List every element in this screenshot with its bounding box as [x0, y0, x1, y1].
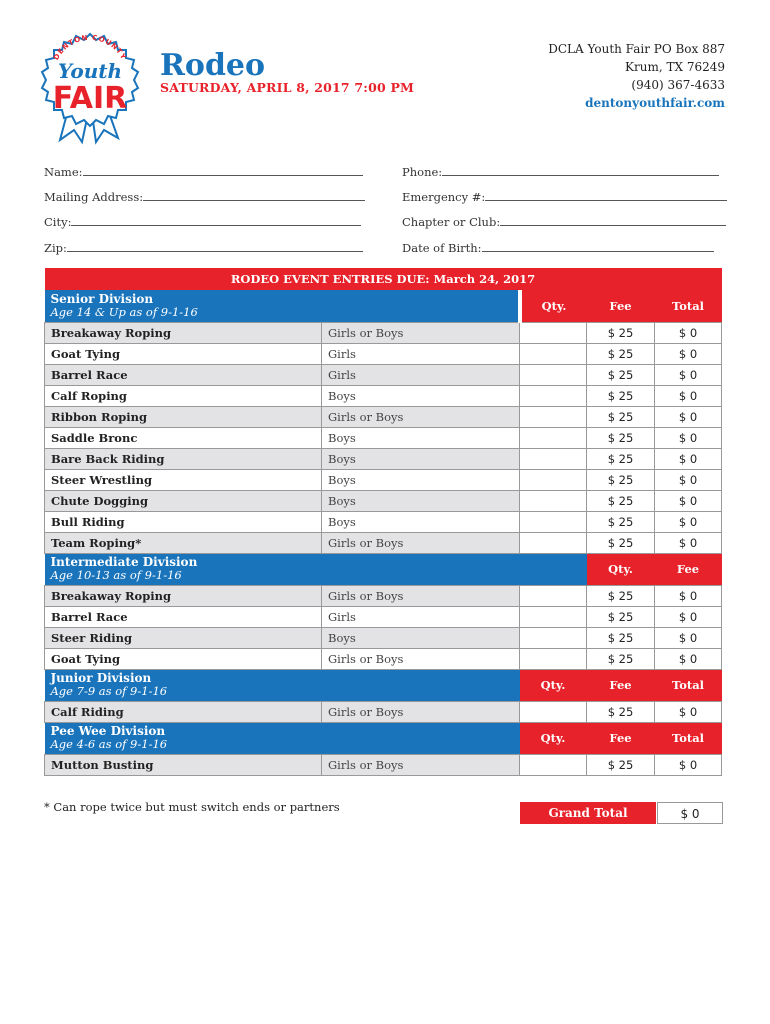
- event-fee: $ 25: [587, 322, 655, 343]
- logo-word-youth: Youth: [57, 59, 123, 83]
- event-total: $ 0: [655, 406, 722, 427]
- division-header-junior: [45, 669, 722, 701]
- chapter-label: Chapter or Club:: [402, 215, 501, 229]
- event-name: Calf Riding: [45, 701, 322, 722]
- event-total: $ 0: [655, 469, 722, 490]
- event-fee: $ 25: [587, 701, 655, 722]
- event-gender: Girls or Boys: [322, 585, 520, 606]
- table-row: [45, 406, 722, 427]
- table-row: [45, 701, 722, 722]
- table-row: [45, 606, 722, 627]
- qty-input[interactable]: [520, 490, 587, 511]
- mailing-address-field[interactable]: [44, 190, 365, 204]
- emergency-field[interactable]: [402, 190, 727, 204]
- qty-header: Qty.: [520, 290, 587, 322]
- event-total: $ 0: [655, 585, 722, 606]
- qty-input[interactable]: [520, 343, 587, 364]
- event-fee: $ 25: [587, 490, 655, 511]
- event-name: Goat Tying: [45, 343, 322, 364]
- event-total: $ 0: [655, 322, 722, 343]
- event-total: $ 0: [655, 385, 722, 406]
- qty-input[interactable]: [520, 322, 587, 343]
- event-fee: $ 25: [587, 427, 655, 448]
- emergency-label: Emergency #:: [402, 190, 486, 204]
- event-total: $ 0: [655, 364, 722, 385]
- division-header-intermediate: [45, 553, 722, 585]
- event-fee: $ 25: [587, 511, 655, 532]
- event-gender: Girls or Boys: [322, 754, 520, 775]
- event-fee: $ 25: [587, 469, 655, 490]
- event-name: Team Roping*: [45, 532, 322, 553]
- phone-field[interactable]: [402, 165, 719, 179]
- table-row: [45, 448, 722, 469]
- event-total: $ 0: [655, 511, 722, 532]
- table-row: [45, 490, 722, 511]
- event-date: SATURDAY, APRIL 8, 2017 7:00 PM: [160, 80, 415, 95]
- event-name: Saddle Bronc: [45, 427, 322, 448]
- event-gender: Girls or Boys: [322, 701, 520, 722]
- chapter-field[interactable]: [402, 215, 726, 229]
- address-phone: (940) 367-4633: [631, 78, 725, 92]
- qty-input[interactable]: [520, 385, 587, 406]
- fee-header: Fee: [587, 669, 655, 701]
- table-banner-row: [45, 268, 722, 290]
- event-gender: Girls or Boys: [322, 532, 520, 553]
- event-total: $ 0: [655, 427, 722, 448]
- city-label: City:: [44, 215, 72, 229]
- event-total: $ 0: [655, 627, 722, 648]
- logo-arc-text: DENTON COUNTY: [52, 33, 128, 62]
- division-name: Senior Division: [50, 291, 154, 306]
- event-fee: $ 25: [587, 648, 655, 669]
- qty-input[interactable]: [520, 364, 587, 385]
- name-label: Name:: [44, 165, 83, 179]
- fee-header: Fee: [587, 290, 655, 322]
- table-row: [45, 585, 722, 606]
- fee-header: Fee: [655, 553, 722, 585]
- event-name: Bull Riding: [45, 511, 322, 532]
- youth-fair-logo: [38, 30, 143, 145]
- event-fee: $ 25: [587, 585, 655, 606]
- event-name: Steer Wrestling: [45, 469, 322, 490]
- qty-input[interactable]: [520, 448, 587, 469]
- total-header: Total: [655, 722, 722, 754]
- event-fee: $ 25: [587, 385, 655, 406]
- table-row: [45, 322, 722, 343]
- grand-total-label: Grand Total: [520, 802, 656, 824]
- table-row: [45, 469, 722, 490]
- event-total: $ 0: [655, 448, 722, 469]
- event-gender: Boys: [322, 627, 520, 648]
- event-gender: Boys: [322, 469, 520, 490]
- qty-header: Qty.: [520, 669, 587, 701]
- event-gender: Girls or Boys: [322, 322, 520, 343]
- qty-input[interactable]: [520, 585, 587, 606]
- event-gender: Boys: [322, 385, 520, 406]
- qty-input[interactable]: [520, 627, 587, 648]
- qty-input[interactable]: [520, 511, 587, 532]
- dob-field[interactable]: [402, 241, 714, 255]
- division-header-senior: [45, 290, 722, 322]
- division-name: Intermediate Division: [50, 555, 198, 569]
- qty-input[interactable]: [520, 648, 587, 669]
- event-name: Barrel Race: [45, 364, 322, 385]
- event-name: Mutton Busting: [45, 754, 322, 775]
- event-gender: Girls or Boys: [322, 648, 520, 669]
- logo-word-fair: FAIR: [52, 81, 128, 116]
- mailing-address-label: Mailing Address:: [44, 190, 144, 204]
- dob-label: Date of Birth:: [402, 241, 482, 255]
- event-name: Bare Back Riding: [45, 448, 322, 469]
- event-gender: Girls or Boys: [322, 406, 520, 427]
- event-name: Calf Roping: [45, 385, 322, 406]
- event-name: Steer Riding: [45, 627, 322, 648]
- event-gender: Girls: [322, 606, 520, 627]
- qty-input[interactable]: [520, 469, 587, 490]
- phone-label: Phone:: [402, 165, 443, 179]
- division-title-cell: [45, 669, 520, 701]
- event-name: Goat Tying: [45, 648, 322, 669]
- division-age: Age 14 & Up as of 9-1-16: [50, 304, 198, 319]
- event-fee: $ 25: [587, 754, 655, 775]
- event-fee: $ 25: [587, 606, 655, 627]
- qty-input[interactable]: [520, 606, 587, 627]
- qty-input[interactable]: [520, 701, 587, 722]
- event-fee: $ 25: [587, 364, 655, 385]
- event-fee: $ 25: [587, 343, 655, 364]
- zip-label: Zip:: [44, 241, 67, 255]
- event-name: Barrel Race: [45, 606, 322, 627]
- qty-header: Qty.: [520, 722, 587, 754]
- name-field[interactable]: [44, 165, 363, 179]
- table-row: [45, 532, 722, 553]
- event-total: $ 0: [655, 754, 722, 775]
- event-fee: $ 25: [587, 532, 655, 553]
- address-line-2: Krum, TX 76249: [625, 60, 725, 74]
- event-total: $ 0: [655, 648, 722, 669]
- qty-header: Qty.: [587, 553, 655, 585]
- qty-input[interactable]: [520, 754, 587, 775]
- division-age: Age 10-13 as of 9-1-16: [50, 568, 182, 582]
- event-total: $ 0: [655, 532, 722, 553]
- zip-field[interactable]: [44, 241, 363, 255]
- event-gender: Boys: [322, 427, 520, 448]
- event-name: Breakaway Roping: [45, 322, 322, 343]
- event-total: $ 0: [655, 343, 722, 364]
- division-title-cell: [45, 290, 520, 322]
- page-title: Rodeo: [160, 48, 266, 83]
- event-gender: Girls: [322, 343, 520, 364]
- event-gender: Boys: [322, 511, 520, 532]
- division-name: Junior Division: [50, 671, 152, 685]
- event-total: $ 0: [655, 606, 722, 627]
- event-name: Chute Dogging: [45, 490, 322, 511]
- division-title-cell: [45, 722, 520, 754]
- table-row: [45, 364, 722, 385]
- rodeo-entries-table: [44, 268, 722, 776]
- qty-input[interactable]: [520, 427, 587, 448]
- table-row: [45, 385, 722, 406]
- division-title-cell: [45, 553, 587, 585]
- qty-input[interactable]: [520, 406, 587, 427]
- address-line-1: DCLA Youth Fair PO Box 887: [548, 42, 725, 56]
- contact-block: [548, 40, 725, 112]
- grand-total-value: $ 0: [657, 802, 723, 824]
- table-row: [45, 427, 722, 448]
- event-gender: Boys: [322, 490, 520, 511]
- event-gender: Boys: [322, 448, 520, 469]
- table-row: [45, 754, 722, 775]
- entries-due-banner: RODEO EVENT ENTRIES DUE: March 24, 2017: [45, 268, 722, 290]
- event-total: $ 0: [655, 490, 722, 511]
- table-row: [45, 511, 722, 532]
- event-name: Ribbon Roping: [45, 406, 322, 427]
- division-header-peewee: [45, 722, 722, 754]
- fee-header: Fee: [587, 722, 655, 754]
- division-age: Age 4-6 as of 9-1-16: [50, 737, 168, 751]
- website-link[interactable]: dentonyouthfair.com: [585, 96, 725, 110]
- city-field[interactable]: [44, 215, 361, 229]
- event-total: $ 0: [655, 701, 722, 722]
- table-row: [45, 343, 722, 364]
- total-header: Total: [655, 669, 722, 701]
- event-fee: $ 25: [587, 406, 655, 427]
- event-fee: $ 25: [587, 448, 655, 469]
- table-row: [45, 648, 722, 669]
- event-name: Breakaway Roping: [45, 585, 322, 606]
- division-name: Pee Wee Division: [50, 724, 166, 738]
- event-gender: Girls: [322, 364, 520, 385]
- table-row: [45, 627, 722, 648]
- event-fee: $ 25: [587, 627, 655, 648]
- footnote: * Can rope twice but must switch ends or partners: [44, 800, 340, 814]
- qty-input[interactable]: [520, 532, 587, 553]
- total-header: Total: [655, 290, 722, 322]
- division-age: Age 7-9 as of 9-1-16: [50, 684, 168, 698]
